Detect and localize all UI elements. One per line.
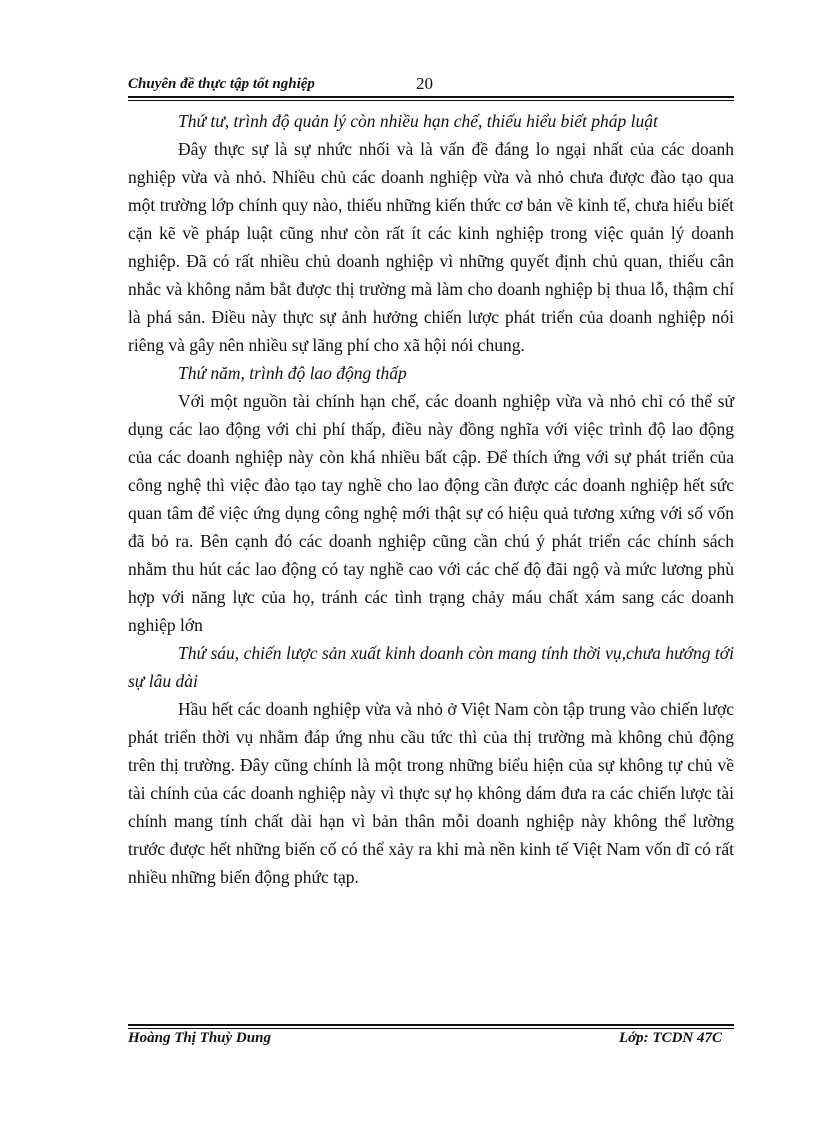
section-paragraph-5: Với một nguồn tài chính hạn chế, các doanh nghiệp vừa và nhỏ chỉ có thể sử dụng các lao động với chi phí thấp, điều này đồng nghĩa với việc trình độ lao động của các doanh nghiệp này còn khá nhiều bất cập. Để thích ứng với sự phát triển của công nghệ thì việc đào tạo tay nghề cho lao động cần được các doanh nghiệp hết sức quan tâm để việc ứng dụng công nghệ mới thật sự có hiệu quả tương xứng với số vốn đã bỏ ra. Bên cạnh đó các doanh nghiệp cũng cần chú ý phát triển các chính sách nhằm thu hút các lao động có tay nghề cao với các chế độ đãi ngộ và mức lương phù hợp với năng lực của họ, tránh các tình trạng chảy máu chất xám sang các doanh nghiệp lớn <box>128 391 734 635</box>
class-label: Lớp: TCDN 47C <box>618 1030 722 1046</box>
section-heading-5: Thứ năm, trình độ lao động thấp <box>178 363 407 383</box>
section-heading-6: Thứ sáu, chiến lược sản xuất kinh doanh còn mang tính thời vụ,chưa hướng tới sự lâu dài <box>128 643 734 691</box>
section-paragraph-4: Đây thực sự là sự nhức nhối và là vấn đề đáng lo ngại nhất của các doanh nghiệp vừa và nhỏ. Nhiều chủ các doanh nghiệp vừa và nhỏ chưa được đào tạo qua một trường lớp chính quy nào, thiếu những kiến thức cơ bản về kinh tế, chưa hiểu biết cặn kẽ về pháp luật cũng như còn rất ít các kinh nghiệp trong việc quản lý doanh nghiệp. Đã có rất nhiều chủ doanh nghiệp vì những quyết định chủ quan, thiếu cân nhắc và không nắm bắt được thị trường mà làm cho doanh nghiệp bị thua lỗ, thậm chí là phá sản. Điều này thực sự ảnh hưởng chiến lược phát triển của doanh nghiệp nói riêng và gây nên nhiều sự lãng phí cho xã hội nói chung. <box>128 139 734 355</box>
document-body <box>128 107 734 891</box>
section-heading-4: Thứ tư, trình độ quản lý còn nhiều hạn chế, thiếu hiểu biết pháp luật <box>178 111 658 131</box>
footer-divider <box>128 1024 734 1029</box>
page-footer <box>128 1030 734 1052</box>
author-name: Hoàng Thị Thuỳ Dung <box>128 1030 271 1046</box>
page-number: 20 <box>416 74 433 93</box>
header-divider <box>128 96 734 101</box>
document-title: Chuyên đề thực tập tốt nghiệp <box>128 76 315 92</box>
page-header <box>128 76 734 98</box>
section-paragraph-6: Hầu hết các doanh nghiệp vừa và nhỏ ở Việt Nam còn tập trung vào chiến lược phát triển thời vụ nhằm đáp ứng nhu cầu tức thì của thị trường mà không chủ động trên thị trường. Đây cũng chính là một trong những biểu hiện của sự không tự chủ về tài chính của các doanh nghiệp này vì thực sự họ không dám đưa ra các chiến lược tài chính mang tính chất dài hạn vì bản thân mỗi doanh nghiệp này không thể lường trước được hết những biến cố có thể xảy ra khi mà nền kinh tế Việt Nam vốn dĩ có rất nhiều những biến động phức tạp. <box>128 699 734 887</box>
